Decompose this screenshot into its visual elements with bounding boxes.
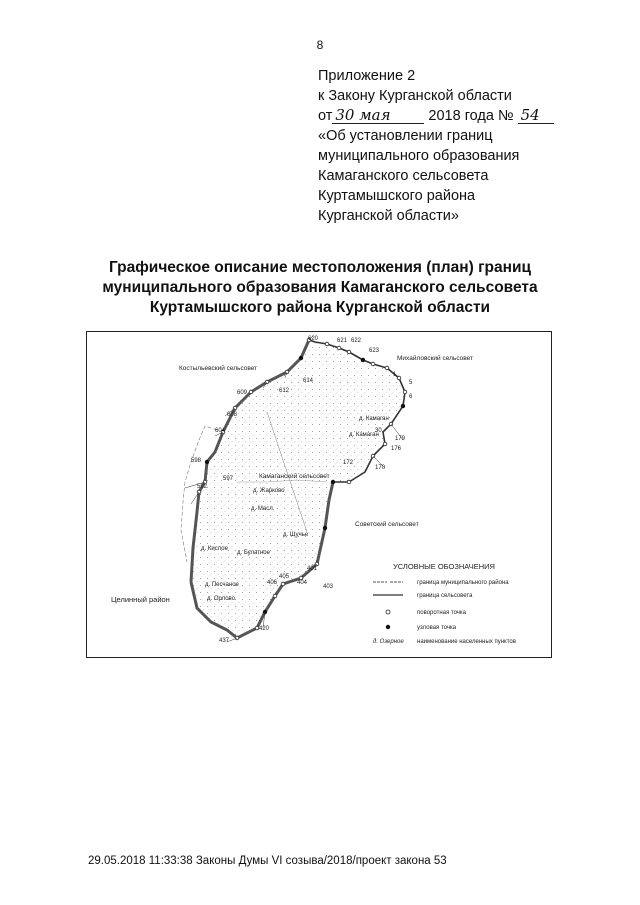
handwritten-number: 54 xyxy=(518,107,554,124)
law-title-line3: Камаганского сельсовета xyxy=(318,168,489,184)
point-609: 609 xyxy=(237,390,248,396)
law-date-line xyxy=(318,106,618,126)
settlement-1: д. Камаган xyxy=(359,416,389,422)
point-614: 614 xyxy=(303,378,314,384)
point-608: 608 xyxy=(227,412,238,418)
point-405: 405 xyxy=(279,574,290,580)
legend-district-boundary: граница муниципального района xyxy=(417,580,509,586)
point-598: 598 xyxy=(191,458,202,464)
point-179: 179 xyxy=(395,436,406,442)
point-622: 622 xyxy=(351,338,362,344)
point-597: 597 xyxy=(223,476,234,482)
point-170: 170 xyxy=(375,465,386,471)
point-172: 172 xyxy=(343,460,354,466)
territory-area xyxy=(191,340,405,638)
region-sovetsky: Советский сельсовет xyxy=(355,521,419,528)
settlement-3: д. Жарково xyxy=(253,488,285,494)
appendix-label: Приложение 2 xyxy=(318,68,416,84)
region-mikhailovsky: Михайловский сельсовет xyxy=(397,355,474,362)
legend-turn-point: поворотная точка xyxy=(417,610,467,616)
law-title-line5: Курганской области» xyxy=(318,208,459,224)
legend-settlement-name: наименование населенных пунктов xyxy=(417,639,516,645)
region-kostylev: Костыльевский сельсовет xyxy=(179,365,258,372)
handwritten-date: 30 мая xyxy=(332,107,424,124)
date-prefix: от xyxy=(318,108,333,124)
point-420: 420 xyxy=(259,626,270,632)
law-title-line2: муниципального образования xyxy=(318,148,520,164)
settlement-6: д. Кислое xyxy=(201,546,228,552)
settlement-5: д. Щучье xyxy=(283,532,309,538)
point-620: 620 xyxy=(308,336,319,342)
point-592: 592 xyxy=(197,484,208,490)
law-title-line4: Куртамышского района xyxy=(318,188,476,204)
point-6: 6 xyxy=(409,394,413,400)
document-footer: 29.05.2018 11:33:38 Законы Думы VI созыва/2018/проект закона 53 xyxy=(88,855,447,867)
point-30: 30 xyxy=(375,428,382,434)
point-5: 5 xyxy=(409,380,413,386)
point-623: 623 xyxy=(369,348,380,354)
point-604: 604 xyxy=(215,428,226,434)
title-line3: Куртамышского района Курганской области xyxy=(149,299,491,316)
map-legend xyxy=(373,562,516,645)
legend-node-point: узловая точка xyxy=(417,625,457,631)
point-176: 176 xyxy=(391,446,402,452)
law-reference: к Закону Курганской области xyxy=(318,88,512,104)
appendix-header xyxy=(318,66,618,226)
settlement-8: д. Песчаное xyxy=(205,582,239,588)
settlement-7: д. Булатное xyxy=(237,550,270,556)
point-403: 403 xyxy=(323,584,334,590)
point-612: 612 xyxy=(279,388,290,394)
settlement-4: д. Масл. xyxy=(251,506,275,512)
title-line1: Графическое описание местоположения (план) границ xyxy=(108,259,532,276)
legend-selsovet-boundary: граница сельсовета xyxy=(417,593,473,599)
point-621: 621 xyxy=(337,338,348,344)
title-line2: муниципального образования Камаганского сельсовета xyxy=(102,279,538,296)
legend-title: УСЛОВНЫЕ ОБОЗНАЧЕНИЯ xyxy=(393,562,495,571)
law-title-line1: «Об установлении границ xyxy=(318,128,493,144)
region-tselinny: Целинный район xyxy=(111,595,170,604)
legend-settlement-sample: д. Озерное xyxy=(373,639,404,645)
settlement-9: д. Орлово xyxy=(207,596,235,602)
settlement-2: д. Камаган xyxy=(349,432,379,438)
map-svg xyxy=(87,332,551,657)
boundary-map xyxy=(86,331,552,658)
point-401: 401 xyxy=(307,566,318,572)
point-437: 437 xyxy=(219,638,230,644)
region-kamagansky: Камаганский сельсовет xyxy=(259,473,330,480)
date-year: 2018 года № xyxy=(428,108,514,124)
point-404: 404 xyxy=(297,580,308,586)
point-406: 406 xyxy=(267,580,278,586)
document-title xyxy=(0,258,640,318)
point-1: 1 xyxy=(393,372,397,378)
page-number: 8 xyxy=(316,38,324,52)
